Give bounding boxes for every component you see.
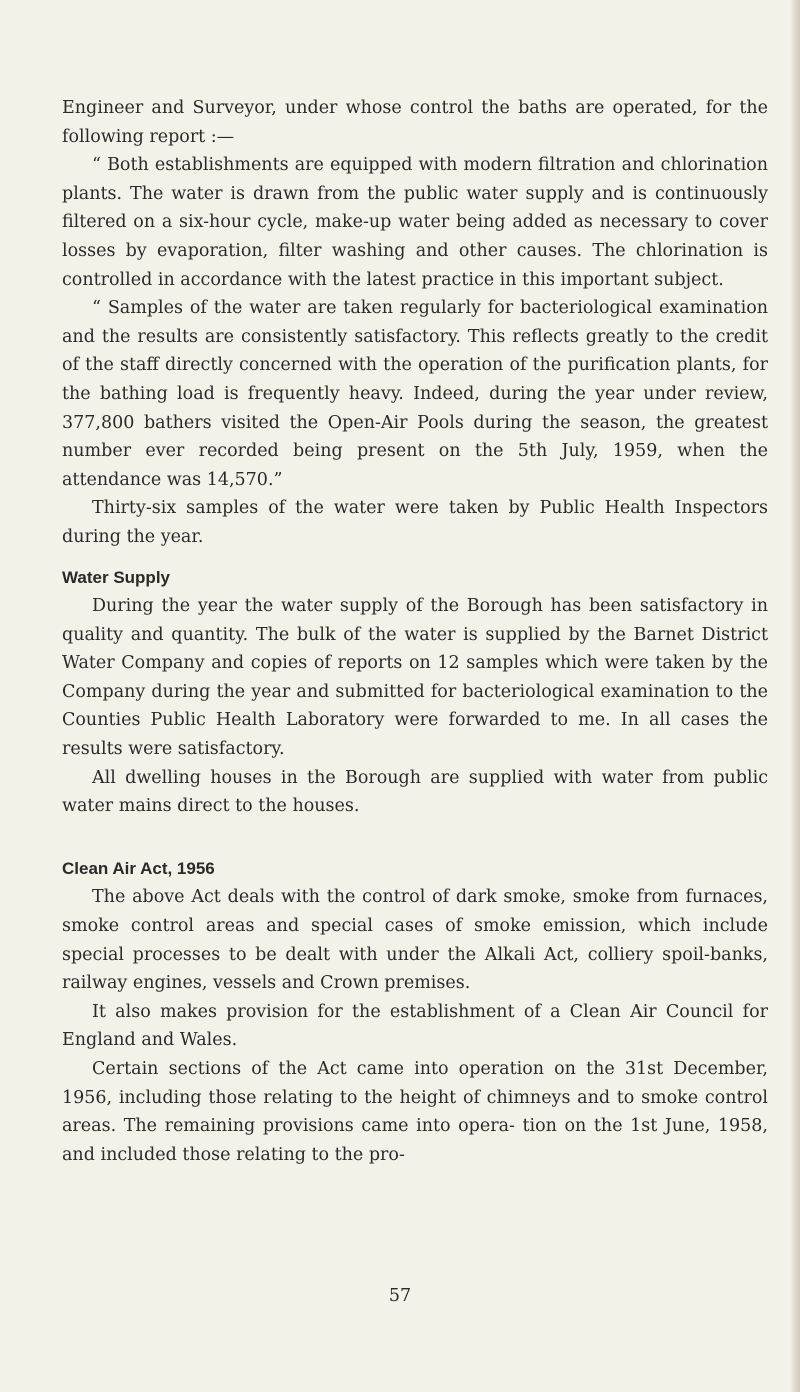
page-edge [790,0,800,1392]
page-number: 57 [388,1286,412,1306]
water-supply-paragraph-2: All dwelling houses in the Borough are supplied with water from public water mains direct to the houses. [62,767,768,817]
water-supply-heading: Water Supply [62,567,170,587]
intro-paragraph-1: Engineer and Surveyor, under whose control the baths are operated, for the following report :— [62,98,768,147]
document-page [62,94,768,1169]
clean-air-heading: Clean Air Act, 1956 [62,858,215,878]
intro-paragraph-3: “ Samples of the water are taken regularly for bacteriological examination and the results are consistently satisfactory. This reflects greatly to the credit of the staff directly concerned with the operation of the purification plants, for the bathing load is frequently heavy. Indeed, during the year under review, 377,800 bathers visited the Open-Air Pools during the season, the greatest number ever recorded being present on the 5th July, 1959, when the attendance was 14,570.” [62,298,768,490]
water-supply-paragraph-1: During the year the water supply of the Borough has been satisfactory in quality and quantity. The bulk of the water is supplied by the Barnet District Water Company and copies of reports on 12 samples which were taken by the Company during the year and submitted for bacteriological examination to the Counties Public Health Laboratory were forwarded to me. In all cases the results were satisfactory. [62,596,768,760]
clean-air-paragraph-3: Certain sections of the Act came into operation on the 31st December, 1956, including those relating to the height of chimneys and to smoke control areas. The remaining provisions came into opera- tion on the 1st June, 1958, and included those relating to the pro- [62,1059,768,1165]
intro-paragraph-4: Thirty-six samples of the water were taken by Public Health Inspectors during the year. [62,498,768,547]
clean-air-paragraph-2: It also makes provision for the establishment of a Clean Air Council for England and Wales. [62,1001,768,1051]
intro-paragraph-2: “ Both establishments are equipped with modern filtration and chlorination plants. The water is drawn from the public water supply and is continuously filtered on a six-hour cycle, make-up water being added as necessary to cover losses by evaporation, filter washing and other causes. The chlorination is controlled in accordance with the latest practice in this important subject. [62,155,768,290]
clean-air-paragraph-1: The above Act deals with the control of dark smoke, smoke from furnaces, smoke control areas and special cases of smoke emission, which include special processes to be dealt with under the Alkali Act, colliery spoil-banks, railway engines, vessels and Crown premises. [62,887,768,994]
